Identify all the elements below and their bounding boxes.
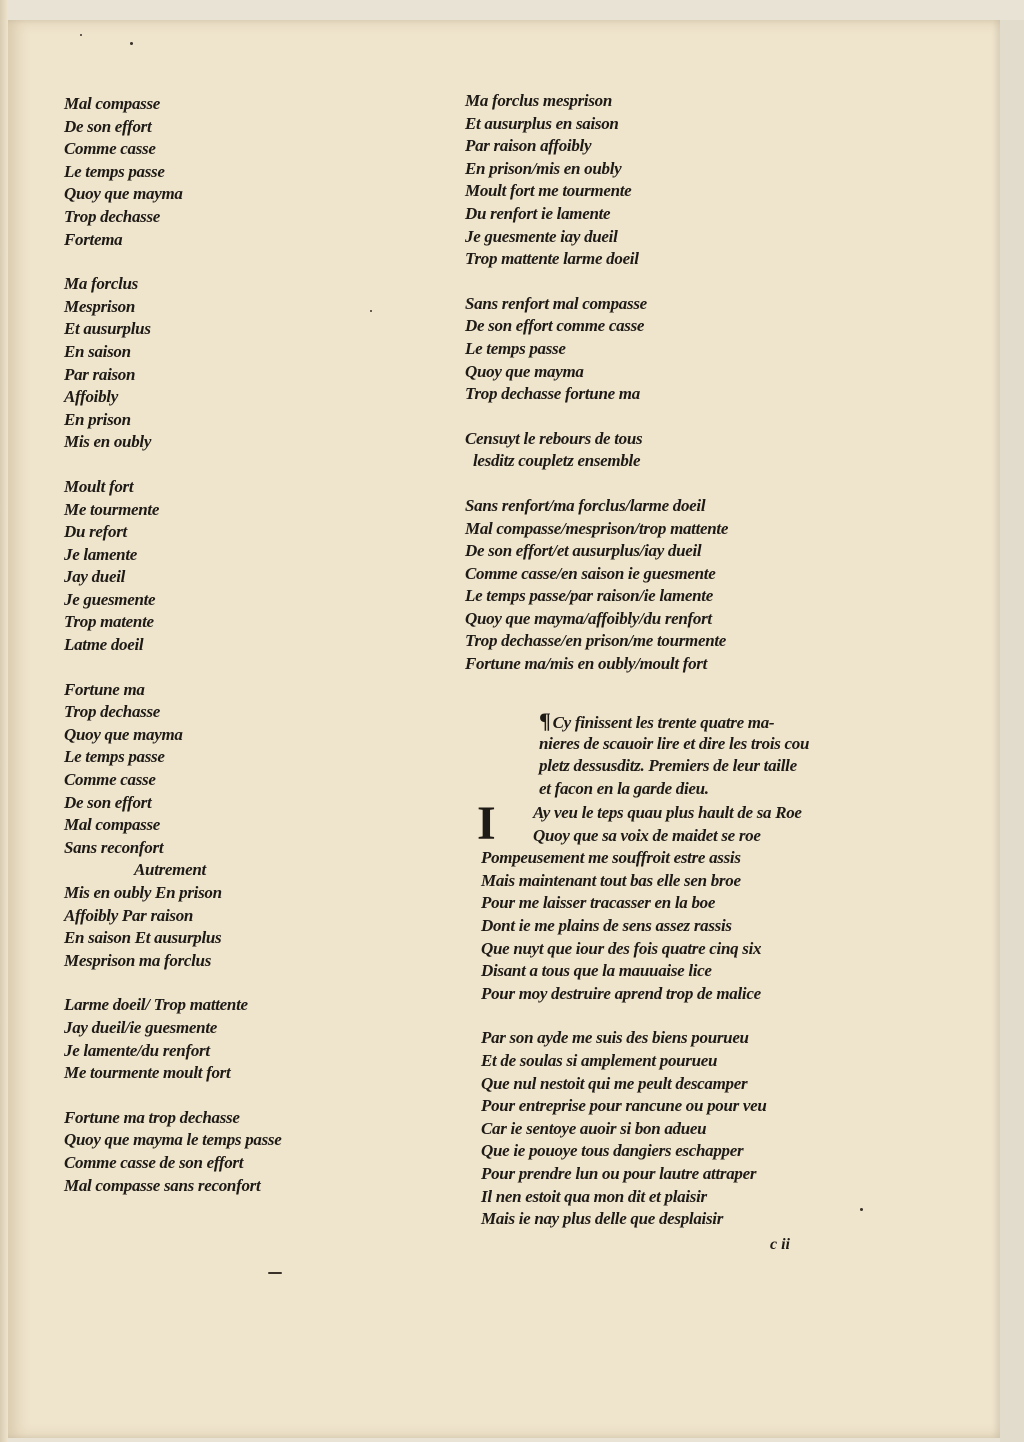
verse-line: Affoibly Par raison	[64, 905, 194, 925]
ballade-poem	[481, 802, 802, 1231]
stanza-gap	[465, 473, 728, 495]
verse-line: Je guesmente iay dueil	[465, 226, 618, 246]
stanza-gap	[465, 406, 728, 428]
verse-line: De son effort	[64, 792, 152, 812]
left-column-poem	[64, 93, 281, 1197]
verse-line: Jay dueil	[64, 567, 126, 587]
verse-line: Du refort	[64, 522, 127, 542]
verse-line: En prison/mis en oubly	[465, 158, 622, 178]
paragraph-mark-icon: ¶	[539, 708, 551, 733]
verse-line: Mesprison ma forclus	[64, 950, 212, 970]
verse-line: Mis en oubly En prison	[64, 883, 222, 902]
verse-line: lesditz coupletz ensemble	[473, 451, 641, 471]
verse-line: Jay dueil/ie guesmente	[64, 1017, 217, 1037]
verse-line: Quoy que sa voix de maidet se roe	[533, 825, 761, 845]
verse-line: Par raison affoibly	[465, 136, 592, 156]
verse-line: En prison	[64, 409, 131, 429]
verse-line: Quoy que mayma	[465, 361, 584, 381]
right-column-poem	[465, 90, 728, 676]
verse-line: Et ausurplus en saison	[465, 113, 619, 133]
verse-line: Disant a tous que la mauuaise lice	[481, 961, 712, 981]
explicit-line	[539, 710, 809, 733]
explicit-line: nieres de scauoir lire et dire les trois cou	[539, 733, 810, 753]
verse-line: Pour moy destruire aprend trop de malice	[481, 983, 761, 1003]
verse-line: Trop dechasse fortune ma	[465, 384, 640, 404]
verse-line: Je lamente/du renfort	[64, 1040, 210, 1060]
verse-line: Moult fort	[64, 476, 134, 496]
verse-line: Fortune ma	[64, 679, 145, 699]
verse-line: Pour entreprise pour rancune ou pour veu	[481, 1096, 767, 1116]
verse-line: Quoy que mayma	[64, 724, 183, 744]
verse-line: Latme doeil	[64, 635, 144, 655]
verse-line: En saison Et ausurplus	[64, 928, 222, 948]
verse-line: Du renfort ie lamente	[465, 203, 611, 223]
stanza-gap	[64, 1085, 281, 1107]
ink-speck	[130, 42, 133, 45]
verse-line: Mal compasse	[64, 94, 161, 113]
verse-line: Trop dechasse	[64, 206, 161, 226]
stanza-gap	[481, 1005, 802, 1027]
verse-line: Trop matente	[64, 612, 154, 632]
verse-line: Larme doeil/ Trop mattente	[64, 995, 248, 1015]
verse-line: Trop dechasse	[64, 702, 161, 722]
stanza-gap	[465, 271, 728, 293]
verse-line: Je guesmente	[64, 589, 156, 609]
ink-speck	[860, 1208, 863, 1211]
verse-line: Moult fort me tourmente	[465, 181, 632, 201]
verse-line: Mal compasse	[64, 815, 161, 835]
verse-line: De son effort	[64, 116, 152, 136]
verse-line: Comme casse	[64, 770, 156, 790]
verse-line: Sans renfort mal compasse	[465, 293, 647, 313]
stanza-gap	[64, 972, 281, 994]
verse-line: Je lamente	[64, 544, 138, 564]
verse-line: Mesprison	[64, 296, 135, 316]
stanza-gap	[64, 657, 281, 679]
verse-line: Pour me laisser tracasser en la boe	[481, 893, 716, 913]
verse-line: De son effort/et ausurplus/iay dueil	[465, 541, 702, 561]
verse-line: Par son ayde me suis des biens pourueu	[481, 1028, 749, 1048]
verse-line: Ma forclus	[64, 274, 138, 294]
verse-line: Quoy que mayma/affoibly/du renfort	[465, 608, 712, 628]
verse-line: Il nen estoit qua mon dit et plaisir	[481, 1186, 707, 1206]
verse-line: Sans reconfort	[64, 837, 164, 857]
verse-line: Me tourmente	[64, 499, 160, 519]
verse-line: Dont ie me plains de sens assez rassis	[481, 915, 732, 935]
verse-line: Fortema	[64, 229, 123, 249]
verse-line: Pompeusement me souffroit estre assis	[481, 848, 741, 868]
verse-line: Me tourmente moult fort	[64, 1063, 231, 1083]
verse-line: Mais maintenant tout bas elle sen broe	[481, 870, 741, 890]
verse-line: Comme casse de son effort	[64, 1152, 244, 1172]
drop-cap-initial: I	[477, 797, 496, 850]
verse-line: Quoy que mayma le temps passe	[64, 1130, 282, 1150]
verse-line: Trop mattente larme doeil	[465, 249, 639, 269]
explicit-text: Cy finissent les trente quatre ma-	[552, 713, 775, 732]
verse-line: Affoibly	[64, 387, 118, 407]
verse-line: Quoy que mayma	[64, 184, 183, 204]
explicit-line: et facon en la garde dieu.	[539, 778, 709, 798]
explicit-paragraph	[539, 710, 809, 800]
ink-speck	[268, 1272, 282, 1274]
verse-line: Trop dechasse/en prison/me tourmente	[465, 631, 727, 651]
verse-line: Que nuyt que iour des fois quatre cinq six	[481, 938, 762, 958]
verse-line: Le temps passe	[465, 338, 566, 358]
explicit-line: pletz dessusditz. Premiers de leur taille	[539, 756, 797, 776]
verse-line: Mal compasse sans reconfort	[64, 1175, 261, 1195]
verse-line: Par raison	[64, 364, 136, 384]
verse-line: Et ausurplus	[64, 319, 151, 339]
ink-speck	[370, 310, 372, 312]
verse-line: Et de soulas si amplement pourueu	[481, 1050, 718, 1070]
verse-line: Mis en oubly	[64, 432, 152, 452]
verse-line: De son effort comme casse	[465, 316, 645, 336]
verse-line: Mal compasse/mesprison/trop mattente	[465, 518, 729, 538]
verse-line: Le temps passe/par raison/ie lamente	[465, 586, 713, 606]
verse-line: Fortune ma trop dechasse	[64, 1107, 240, 1127]
verse-line: Mais ie nay plus delle que desplaisir	[481, 1209, 724, 1229]
verse-line: Que ie pouoye tous dangiers eschapper	[481, 1141, 744, 1161]
verse-line: Le temps passe	[64, 747, 165, 767]
verse-line: Car ie sentoye auoir si bon adueu	[481, 1118, 707, 1138]
verse-line: Ma forclus mesprison	[465, 91, 613, 110]
verse-line: Comme casse	[64, 139, 156, 159]
verse-line: Fortune ma/mis en oubly/moult fort	[465, 654, 708, 674]
verse-line: Censuyt le rebours de tous	[465, 428, 643, 448]
verse-line: Le temps passe	[64, 161, 165, 181]
verse-line: Que nul nestoit qui me peult descamper	[481, 1073, 748, 1093]
verse-line: Sans renfort/ma forclus/larme doeil	[465, 495, 706, 515]
page-edge-background	[1000, 20, 1024, 1442]
stanza-gap	[64, 251, 281, 273]
verse-line: Autrement	[134, 860, 206, 880]
verse-line: Comme casse/en saison ie guesmente	[465, 563, 716, 583]
verse-line: En saison	[64, 341, 131, 361]
verse-line: Ay veu le teps quau plus hault de sa Roe	[533, 803, 802, 822]
stanza-gap	[64, 454, 281, 476]
verse-line: Pour prendre lun ou pour lautre attraper	[481, 1163, 757, 1183]
book-gutter	[0, 0, 8, 1442]
ink-speck	[80, 34, 82, 36]
signature-mark: c ii	[770, 1236, 790, 1253]
